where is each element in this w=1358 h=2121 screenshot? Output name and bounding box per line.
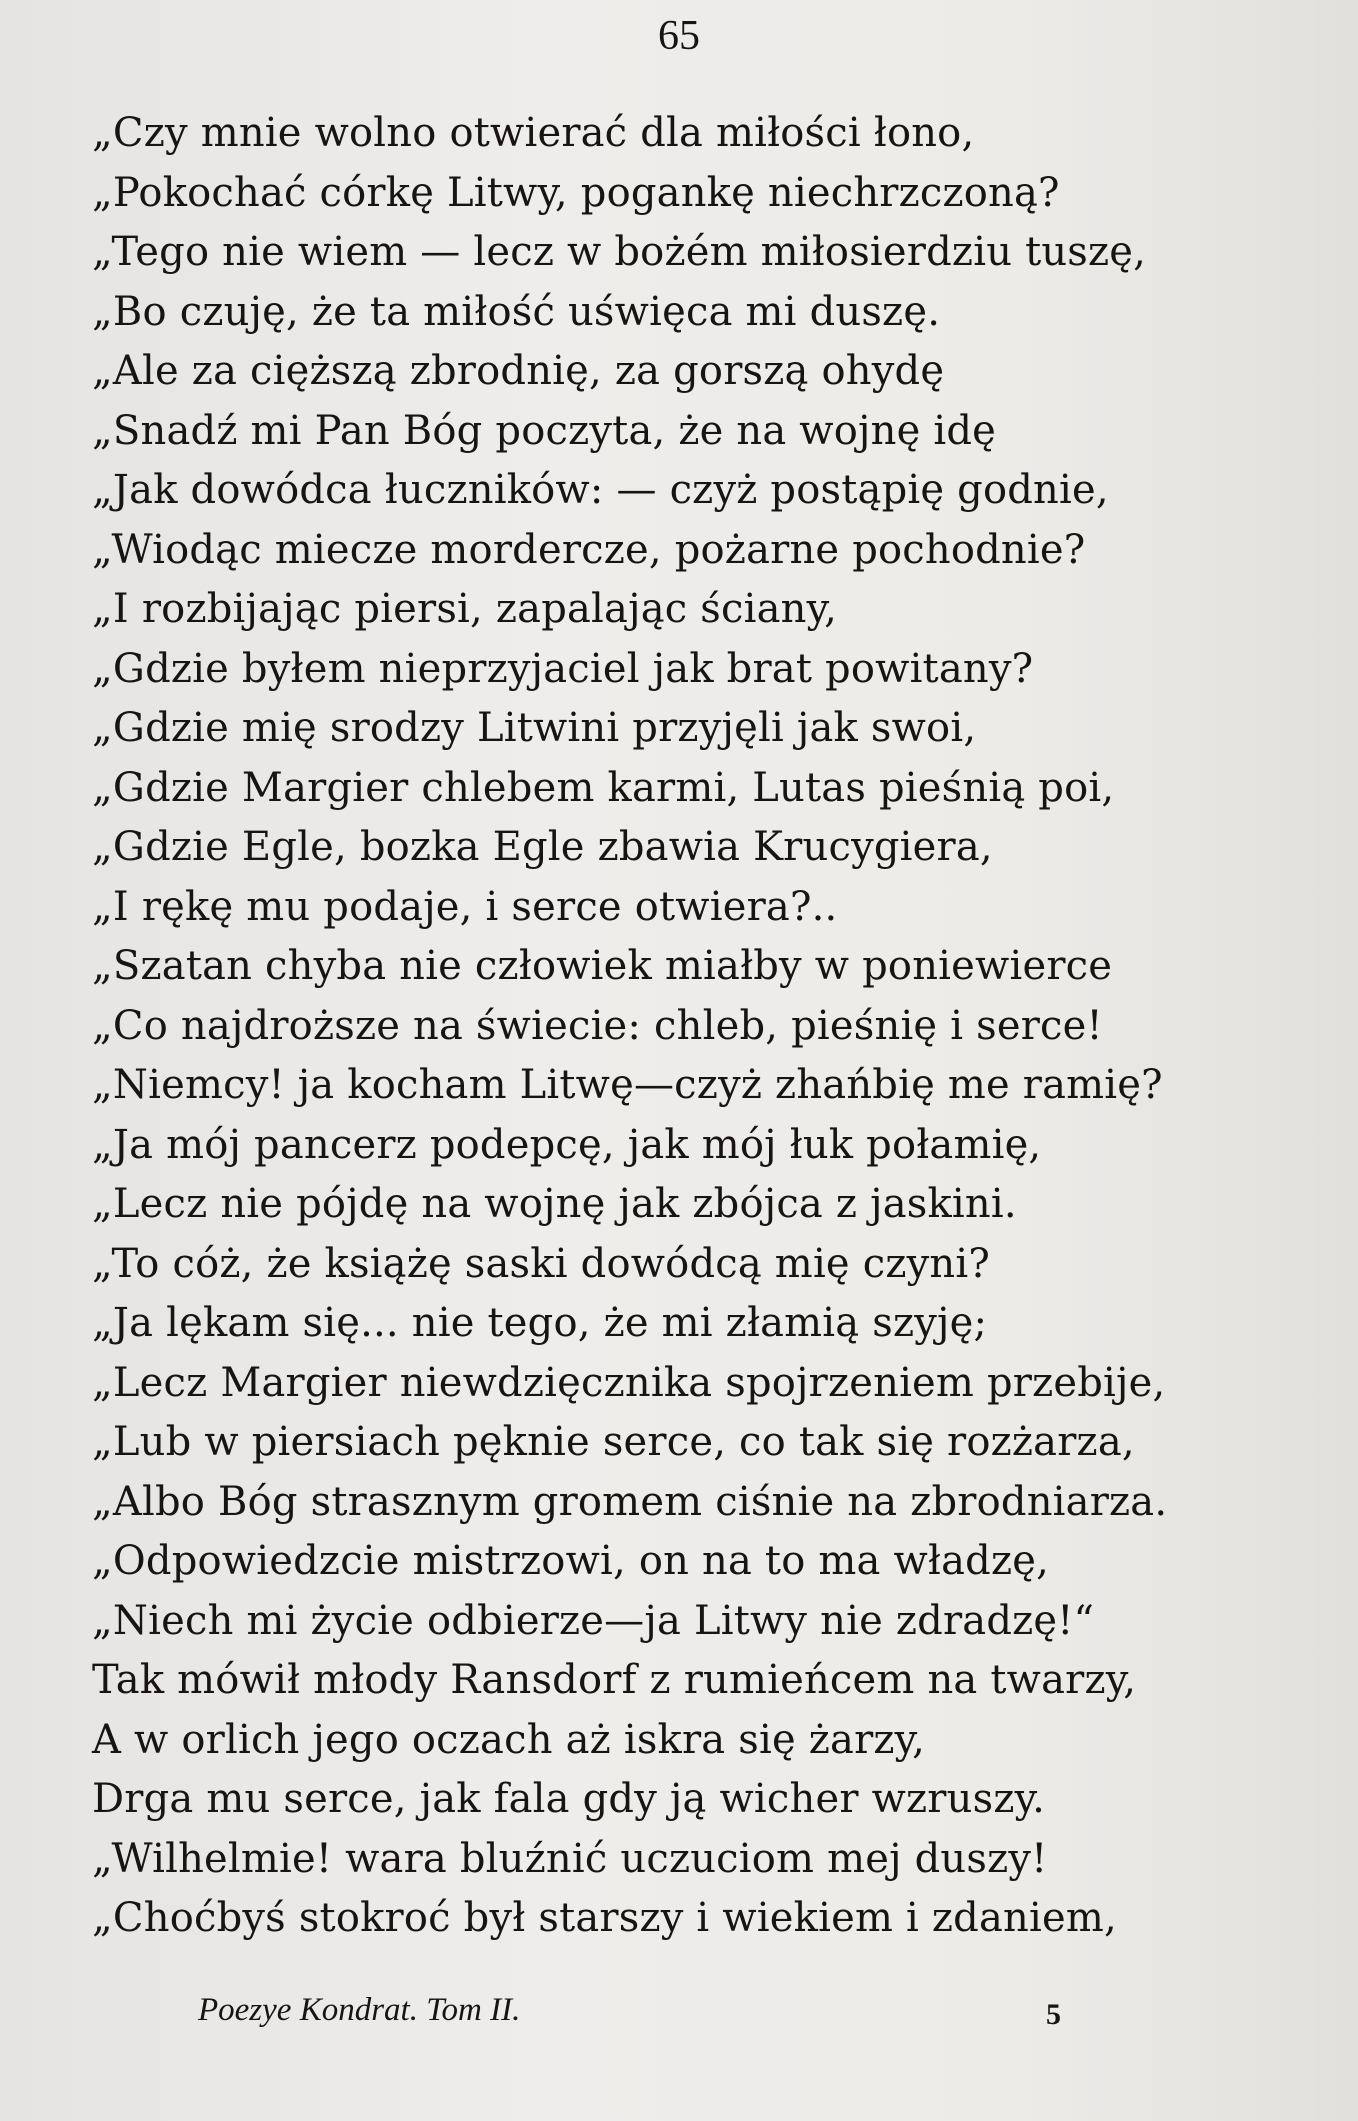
poem-line: „Snadź mi Pan Bóg poczyta, że na wojnę idę bbox=[92, 407, 997, 454]
poem-line: „Szatan chyba nie człowiek miałby w poniewierce bbox=[92, 943, 1113, 989]
poem-line: „Odpowiedzcie mistrzowi, on na to ma władzę, bbox=[92, 1538, 1050, 1584]
poem-line: „Wilhelmie! wara bluźnić uczuciom mej duszy! bbox=[92, 1835, 1048, 1882]
poem-line: Drga mu serce, jak fala gdy ją wicher wzruszy. bbox=[92, 1776, 1045, 1822]
poem-line: „Gdzie mię srodzy Litwini przyjęli jak swoi, bbox=[92, 705, 977, 751]
poem-line: „Tego nie wiem — lecz w bożém miłosierdziu tuszę, bbox=[92, 229, 1147, 275]
poem-line: „Gdzie Egle, bozka Egle zbawia Krucygiera, bbox=[92, 824, 993, 870]
poem-text bbox=[92, 104, 1292, 1949]
footer-signature: Poezye Kondrat. Tom II. bbox=[198, 1992, 521, 2028]
poem-line: „Co najdroższe na świecie: chleb, pieśnię i serce! bbox=[92, 1002, 1103, 1049]
poem-line: „Albo Bóg strasznym gromem ciśnie na zbrodniarza. bbox=[92, 1478, 1168, 1525]
poem-line: „Gdzie Margier chlebem karmi, Lutas pieśnią poi, bbox=[92, 764, 1115, 811]
poem-line: „Ja lękam się... nie tego, że mi złamią szyję; bbox=[92, 1300, 988, 1346]
poem-line: „Bo czuję, że ta miłość uświęca mi duszę. bbox=[92, 288, 941, 335]
poem-line: „Jak dowódca łuczników: — czyż postąpię godnie, bbox=[92, 467, 1109, 513]
poem-line: Tak mówił młody Ransdorf z rumieńcem na twarzy, bbox=[92, 1657, 1137, 1703]
poem-line: „Niech mi życie odbierze—ja Litwy nie zdradzę!“ bbox=[92, 1597, 1095, 1644]
footer-sheet-number: 5 bbox=[1046, 1998, 1061, 2031]
poem-line: „Gdzie byłem nieprzyjaciel jak brat powitany? bbox=[92, 645, 1034, 692]
poem-line: „Pokochać córkę Litwy, pogankę niechrzczoną? bbox=[92, 169, 1060, 216]
poem-line: „Czy mnie wolno otwierać dla miłości łono, bbox=[92, 110, 975, 156]
poem-line: „Ja mój pancerz podepcę, jak mój łuk połamię, bbox=[92, 1121, 1042, 1168]
poem-line: „Lub w piersiach pęknie serce, co tak się rozżarza, bbox=[92, 1419, 1135, 1465]
poem-line: „To cóż, że książę saski dowódcą mię czyni? bbox=[92, 1240, 990, 1287]
poem-line: A w orlich jego oczach aż iskra się żarzy, bbox=[92, 1716, 926, 1763]
poem-line: „Wiodąc miecze mordercze, pożarne pochodnie? bbox=[92, 526, 1086, 573]
poem-line: „Lecz Margier niewdzięcznika spojrzeniem przebije, bbox=[92, 1359, 1166, 1406]
page-number: 65 bbox=[658, 13, 700, 59]
poem-line: „Ale za cięższą zbrodnię, za gorszą ohydę bbox=[92, 348, 945, 394]
poem-line: „Choćbyś stokroć był starszy i wiekiem i zdaniem, bbox=[92, 1895, 1117, 1941]
poem-line: „Lecz nie pójdę na wojnę jak zbójca z jaskini. bbox=[92, 1181, 1017, 1227]
poem-line: „I rozbijając piersi, zapalając ściany, bbox=[92, 586, 837, 632]
poem-line: „I rękę mu podaje, i serce otwiera?.. bbox=[92, 883, 838, 930]
poem-line: „Niemcy! ja kocham Litwę—czyż zhańbię me ramię? bbox=[92, 1062, 1163, 1108]
